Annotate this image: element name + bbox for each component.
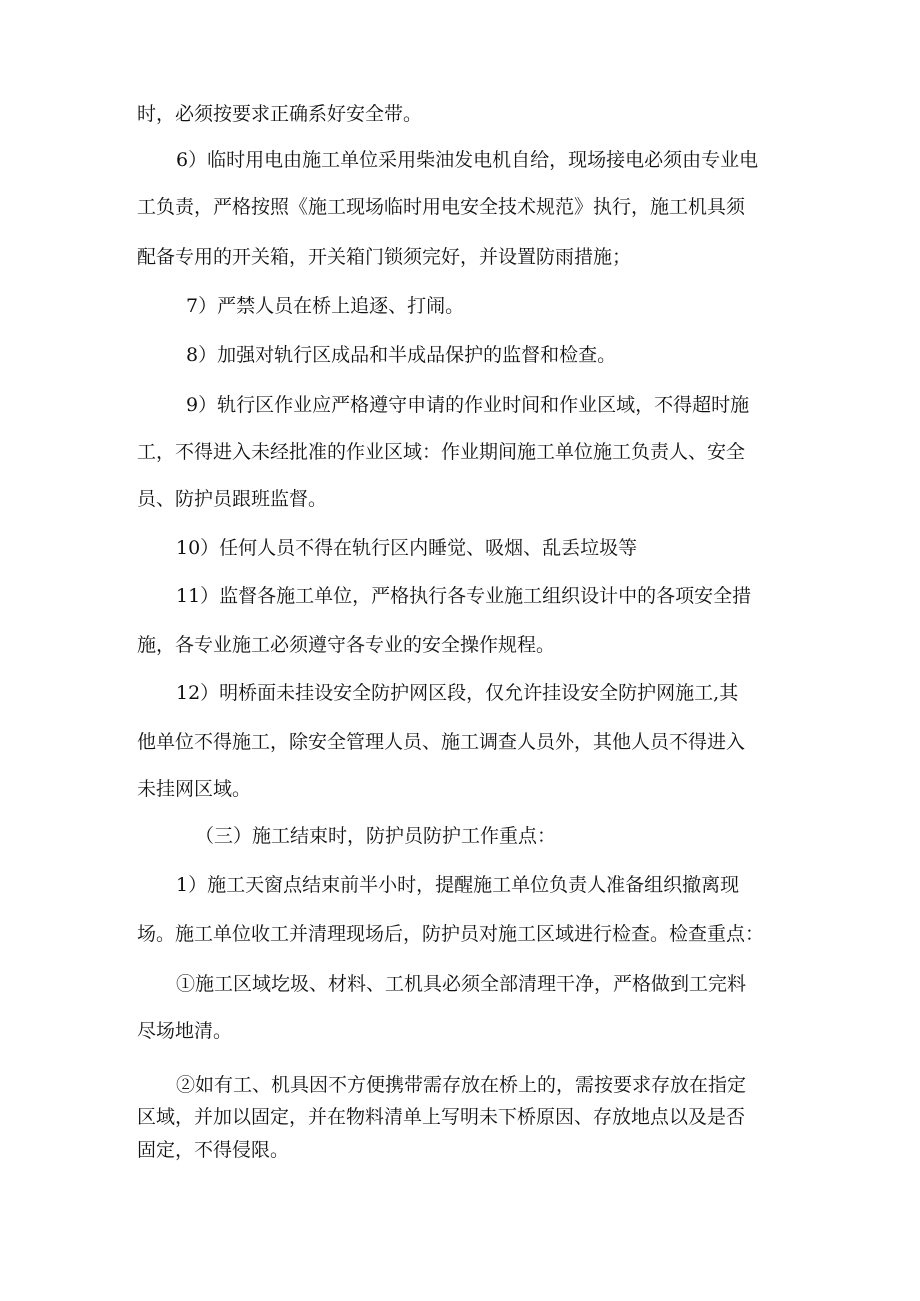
text-line: 12）明桥面未挂设安全防护网区段，仅允许挂设安全防护网施工,其 (176, 682, 739, 704)
text-line: 配备专用的开关箱，开关箱门锁须完好，并设置防雨措施； (137, 246, 632, 268)
text-line: 9）轨行区作业应严格遵守申请的作业时间和作业区域，不得超时施 (186, 394, 750, 416)
text-line: 尽场地清。 (137, 1020, 233, 1042)
text-line: 员、防护员跟班监督。 (137, 488, 328, 510)
section-heading: （三）施工结束时，防护员防护工作重点： (195, 825, 557, 847)
text-line: 8）加强对轨行区成品和半成品保护的监督和检查。 (186, 344, 617, 366)
text-line: 区域，并加以固定，并在物料清单上写明未下桥原因、存放地点以及是否 (137, 1106, 746, 1128)
text-line: 施，各专业施工必须遵守各专业的安全操作规程。 (137, 634, 556, 656)
text-line: 10）任何人员不得在轨行区内睡觉、吸烟、乱丢垃圾等 (176, 537, 638, 559)
text-line: 6）临时用电由施工单位采用柴油发电机自给，现场接电必须由专业电 (176, 149, 759, 171)
text-line: 未挂网区域。 (137, 778, 252, 800)
text-line: 11）监督各施工单位，严格执行各专业施工组织设计中的各项安全措 (176, 585, 752, 607)
text-line: 固定，不得侵限。 (137, 1139, 290, 1161)
text-line: 1）施工天窗点结束前半小时，提醒施工单位负责人准备组织撤离现 (176, 874, 740, 896)
text-line: 场。施工单位收工并清理现场后，防护员对施工区域进行检查。检查重点： (137, 923, 765, 945)
text-line: 工负责，严格按照《施工现场临时用电安全技术规范》执行，施工机具须 (137, 196, 746, 218)
text-line: ②如有工、机具因不方便携带需存放在桥上的，需按要求存放在指定 (176, 1074, 747, 1096)
text-line: ①施工区域圪圾、材料、工机具必须全部清理干净，严格做到工完料 (176, 973, 747, 995)
text-line: 7）严禁人员在桥上追逐、打闹。 (186, 295, 465, 317)
text-line: 他单位不得施工，除安全管理人员、施工调查人员外，其他人员不得进入 (137, 731, 746, 753)
text-line: 工，不得进入未经批准的作业区域：作业期间施工单位施工负责人、安全 (137, 441, 746, 463)
text-line: 时，必须按要求正确系好安全带。 (137, 103, 423, 125)
